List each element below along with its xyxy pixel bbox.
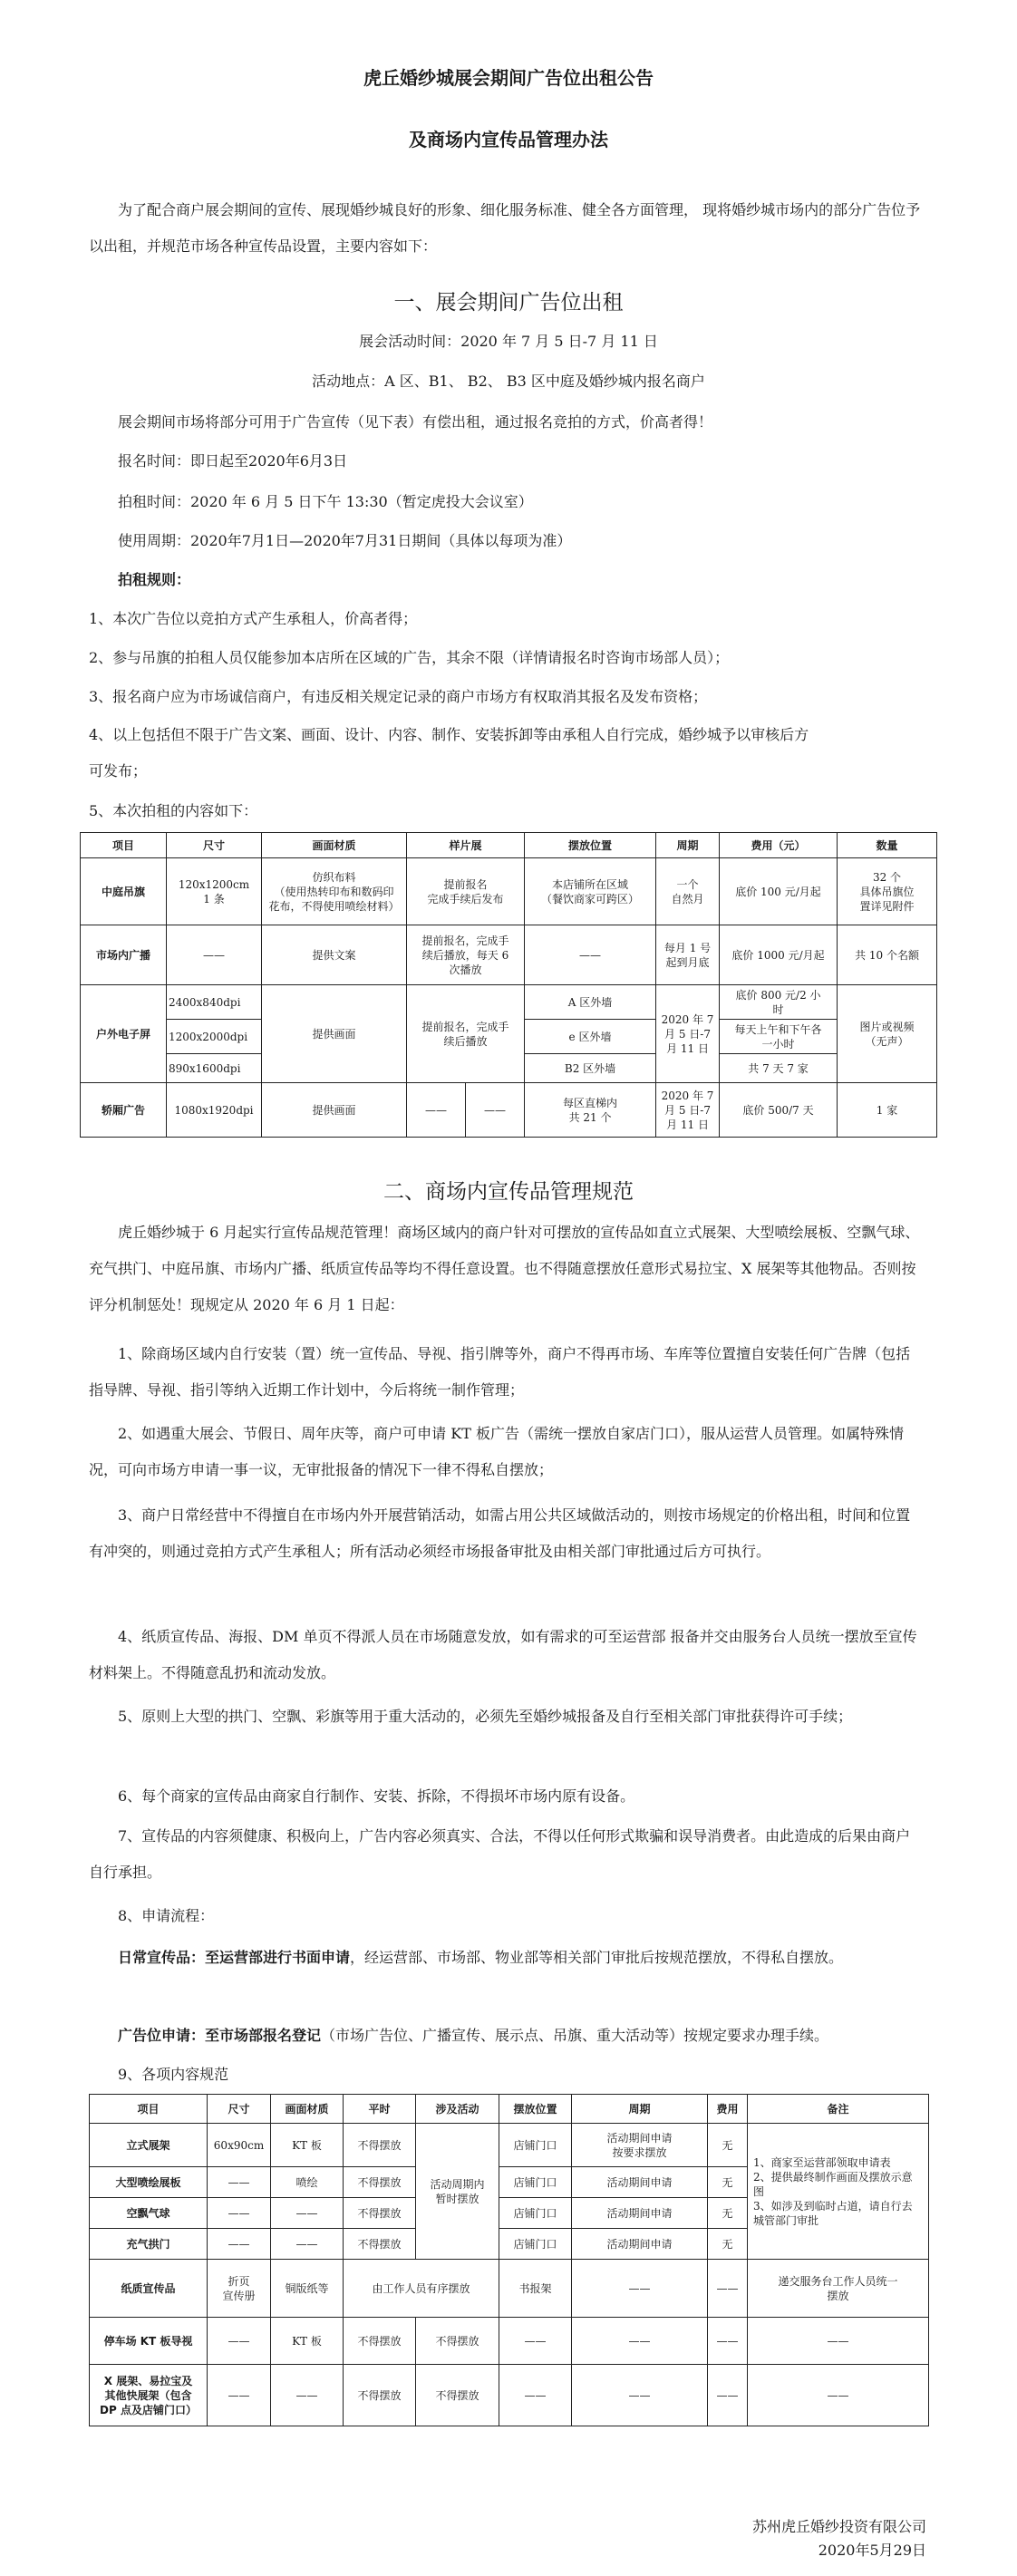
cell: 活动期间申请 — [572, 2229, 708, 2260]
cell: —— — [499, 2365, 572, 2426]
promo-rules-table — [89, 2094, 929, 2426]
cell: 活动周期内 暂时摆放 — [416, 2124, 499, 2260]
cell: 每区直梯内 共 21 个 — [525, 1083, 656, 1138]
table-header-row — [90, 2095, 929, 2124]
cell: —— — [271, 2229, 344, 2260]
cell: 120x1200cm 1 条 — [167, 858, 262, 925]
cell: 提供画面 — [262, 1083, 407, 1138]
cell: 每月 1 号 起到月底 — [656, 925, 720, 985]
intro-paragraph: 为了配合商户展会期间的宣传、展现婚纱城良好的形象、细化服务标准、健全各方面管理， 现将婚纱城市场内的部分广告位予以出租，并规范市场各种宣传品设置，主要内容如下： — [89, 201, 921, 255]
rule-item: 5、本次拍租的内容如下： — [89, 802, 258, 819]
s2-paragraph: 1、除商场区域内自行安装（置）统一宣传品、导视、指引牌等外，商户不得再市场、车库等位置擅自安装任何广告牌（包括指导牌、导视、指引等纳入近期工作计划中，今后将统一制作管理； — [89, 1345, 911, 1399]
cell: 提供画面 — [262, 985, 407, 1083]
cell: 活动期间申请 按要求摆放 — [572, 2124, 708, 2167]
cell: 1 家 — [838, 1083, 937, 1138]
s1-usage-period: 使用周期：2020年7月1日—2020年7月31日期间（具体以每项为准） — [118, 532, 572, 549]
cell: 仿织布料 （使用热转印布和数码印 花布，不得使用喷绘材料） — [262, 858, 407, 925]
cell: 活动期间申请 — [572, 2198, 708, 2229]
cell: 店铺门口 — [499, 2229, 572, 2260]
cell: 2020 年 7 月 5 日-7 月 11 日 — [656, 1083, 720, 1138]
cell: —— — [208, 2365, 271, 2426]
cell: —— — [572, 2260, 708, 2318]
cell: 1200x2000dpi — [167, 1020, 262, 1054]
rule-item: 可发布； — [89, 762, 148, 780]
cell: e 区外墙 — [525, 1020, 656, 1054]
cell: 一个 自然月 — [656, 858, 720, 925]
col-header: 摆放位置 — [499, 2095, 572, 2124]
ad-label: 广告位申请： — [118, 2027, 206, 2044]
cell: 不得摆放 — [416, 2318, 499, 2365]
cell: —— — [208, 2167, 271, 2198]
cell: 无 — [708, 2167, 748, 2198]
cell: —— — [208, 2318, 271, 2365]
cell: 底价 1000 元/月起 — [720, 925, 838, 985]
cell: X 展架、易拉宝及 其他快展架（包含 DP 点及店铺门口） — [90, 2365, 208, 2426]
cell: A 区外墙 — [525, 985, 656, 1020]
cell: 不得摆放 — [344, 2198, 416, 2229]
daily-rest: ，经运营部、市场部、物业部等相关部门审批后按规范摆放，不得私自摆放。 — [350, 1949, 844, 1966]
cell: —— — [499, 2318, 572, 2365]
cell: 铜版纸等 — [271, 2260, 344, 2318]
rule-item: 3、报名商户应为市场诚信商户，有违反相关规定记录的商户市场方有权取消其报名及发布资格； — [89, 688, 708, 705]
col-header: 样片展 — [407, 833, 525, 858]
s2-paragraph: 5、原则上大型的拱门、空飘、彩旗等用于重大活动的，必须先至婚纱城报备及自行至相关部门审批获得许可手续； — [118, 1708, 853, 1725]
cell: 1080x1920dpi — [167, 1083, 262, 1138]
cell: 不得摆放 — [344, 2124, 416, 2167]
cell: —— — [572, 2318, 708, 2365]
cell: —— — [208, 2198, 271, 2229]
cell: 提前报名 完成手续后发布 — [407, 858, 525, 925]
table-row — [81, 985, 937, 1020]
cell: 2400x840dpi — [167, 985, 262, 1020]
col-header: 画面材质 — [271, 2095, 344, 2124]
section1-heading: 一、展会期间广告位出租 — [393, 291, 624, 315]
ad-slot-apply — [89, 2018, 923, 2054]
s2-paragraph: 2、如遇重大展会、节假日、周年庆等，商户可申请 KT 板广告（需统一摆放自家店门口），服从运营人员管理。如属特殊情况，可向市场方申请一事一议，无审批报备的情况下一律不得私自摆放； — [89, 1425, 904, 1478]
cell: 底价 500/7 天 — [720, 1083, 838, 1138]
cell: 折页 宣传册 — [208, 2260, 271, 2318]
cell: —— — [572, 2365, 708, 2426]
cell: —— — [466, 1083, 525, 1138]
item9-title: 9、各项内容规范 — [118, 2066, 229, 2083]
cell: 书报架 — [499, 2260, 572, 2318]
cell: 递交服务台工作人员统一 摆放 — [748, 2260, 929, 2318]
cell: 每天上午和下午各 一小时 — [720, 1020, 838, 1054]
cell: 立式展架 — [90, 2124, 208, 2167]
table-row — [90, 2124, 929, 2167]
cell: —— — [167, 925, 262, 985]
cell: —— — [271, 2198, 344, 2229]
col-header: 画面材质 — [262, 833, 407, 858]
cell: B2 区外墙 — [525, 1054, 656, 1083]
col-header: 备注 — [748, 2095, 929, 2124]
cell: 无 — [708, 2229, 748, 2260]
cell: —— — [525, 925, 656, 985]
col-header: 尺寸 — [167, 833, 262, 858]
cell: 轿厢广告 — [81, 1083, 167, 1138]
cell: 60x90cm — [208, 2124, 271, 2167]
col-header: 摆放位置 — [525, 833, 656, 858]
cell: 提供文案 — [262, 925, 407, 985]
s2-paragraph: 3、商户日常经营中不得擅自在市场内外开展营销活动，如需占用公共区域做活动的，则按市场规定的价格出租，时间和位置有冲突的，则通过竞拍方式产生承租人；所有活动必须经市场报备审批及由相关部门审批通过后方可执行。 — [89, 1506, 911, 1560]
s2-paragraph: 4、纸质宣传品、海报、DM 单页不得派人员在市场随意发放，如有需求的可至运营部 报备并交由服务台人员统一摆放至宣传材料架上。不得随意乱扔和流动发放。 — [89, 1628, 917, 1681]
cell: 活动期间申请 — [572, 2167, 708, 2198]
col-header: 项目 — [81, 833, 167, 858]
col-header: 费用（元） — [720, 833, 838, 858]
cell: 无 — [708, 2198, 748, 2229]
cell: 市场内广播 — [81, 925, 167, 985]
s2-paragraph: 7、宣传品的内容须健康、积极向上，广告内容必须真实、合法，不得以任何形式欺骗和误导消费者。由此造成的后果由商户自行承担。 — [89, 1827, 911, 1881]
cell: 大型喷绘展板 — [90, 2167, 208, 2198]
section2-heading: 二、商场内宣传品管理规范 — [383, 1180, 634, 1204]
s1-paragraph-1: 展会期间市场将部分可用于广告宣传（见下表）有偿出租，通过报名竞拍的方式，价高者得！ — [118, 413, 713, 431]
cell: —— — [708, 2318, 748, 2365]
cell: 中庭吊旗 — [81, 858, 167, 925]
cell: KT 板 — [271, 2318, 344, 2365]
table-row — [90, 2260, 929, 2318]
cell: 店铺门口 — [499, 2198, 572, 2229]
cell: 底价 100 元/月起 — [720, 858, 838, 925]
cell: 不得摆放 — [344, 2365, 416, 2426]
cell: —— — [748, 2318, 929, 2365]
document-title-line2: 及商场内宣传品管理办法 — [409, 129, 608, 150]
col-header: 平时 — [344, 2095, 416, 2124]
col-header: 尺寸 — [208, 2095, 271, 2124]
cell: 32 个 具体吊旗位 置详见附件 — [838, 858, 937, 925]
cell: —— — [271, 2365, 344, 2426]
cell: 店铺门口 — [499, 2167, 572, 2198]
col-header: 涉及活动 — [416, 2095, 499, 2124]
cell: KT 板 — [271, 2124, 344, 2167]
cell: 户外电子屏 — [81, 985, 167, 1083]
rule-item: 4、以上包括但不限于广告文案、画面、设计、内容、制作、安装拆卸等由承租人自行完成，婚纱城予以审核后方 — [89, 726, 809, 743]
col-header: 费用 — [708, 2095, 748, 2124]
document-title-line1: 虎丘婚纱城展会期间广告位出租公告 — [363, 67, 654, 89]
cell: 无 — [708, 2124, 748, 2167]
event-place: 活动地点：A 区、B1、 B2、 B3 区中庭及婚纱城内报名商户 — [312, 373, 705, 390]
cell: 停车场 KT 板导视 — [90, 2318, 208, 2365]
cell: 充气拱门 — [90, 2229, 208, 2260]
cell: 本店铺所在区域 （餐饮商家可跨区） — [525, 858, 656, 925]
cell: 不得摆放 — [344, 2167, 416, 2198]
cell: 1、商家至运营部领取申请表 2、提供最终制作画面及摆放示意图 3、如涉及到临时占道，请自行去城管部门审批 — [748, 2124, 929, 2260]
s1-signup-time: 报名时间：即日起至2020年6月3日 — [118, 452, 348, 470]
signature-company: 苏州虎丘婚纱投资有限公司 — [751, 2518, 926, 2535]
cell: 2020 年 7 月 5 日-7 月 11 日 — [656, 985, 720, 1083]
cell: 底价 800 元/2 小 时 — [720, 985, 838, 1020]
col-header: 周期 — [572, 2095, 708, 2124]
s2-paragraph: 6、每个商家的宣传品由商家自行制作、安装、拆除，不得损坏市场内原有设备。 — [118, 1787, 635, 1805]
cell: 喷绘 — [271, 2167, 344, 2198]
ad-rest: （市场广告位、广播宣传、展示点、吊旗、重大活动等）按规定要求办理手续。 — [321, 2027, 829, 2044]
s1-auction-time: 拍租时间：2020 年 6 月 5 日下午 13:30（暂定虎投大会议室） — [118, 493, 533, 510]
daily-label: 日常宣传品：至运营部进行书面申请 — [118, 1949, 351, 1966]
cell: 共 10 个名额 — [838, 925, 937, 985]
ad-rental-table — [80, 832, 937, 1138]
rules-title: 拍租规则： — [118, 571, 191, 588]
cell: 由工作人员有序摆放 — [344, 2260, 499, 2318]
cell: 店铺门口 — [499, 2124, 572, 2167]
cell: 不得摆放 — [416, 2365, 499, 2426]
cell: 空飘气球 — [90, 2198, 208, 2229]
table-row — [90, 2318, 929, 2365]
table-row — [81, 925, 937, 985]
cell: 纸质宣传品 — [90, 2260, 208, 2318]
cell: —— — [407, 1083, 466, 1138]
s2-paragraph: 虎丘婚纱城于 6 月起实行宣传品规范管理！商场区域内的商户针对可摆放的宣传品如直立式展架、大型喷绘展板、空飘气球、充气拱门、中庭吊旗、市场内广播、纸质宣传品等均不得任意设置。也不得随意摆放任意形式易拉宝、X 展架等其他物品。否则按评分机制惩处！现规定从 2020 年 6 月 1 日起： — [89, 1224, 920, 1313]
cell: 890x1600dpi — [167, 1054, 262, 1083]
table-row — [81, 858, 937, 925]
cell: 共 7 天 7 家 — [720, 1054, 838, 1083]
cell: 提前报名，完成手 续后播放 — [407, 985, 525, 1083]
table-header-row — [81, 833, 937, 858]
cell: —— — [208, 2229, 271, 2260]
event-time: 展会活动时间：2020 年 7 月 5 日-7 月 11 日 — [359, 333, 658, 350]
cell: 提前报名，完成手 续后播放，每天 6 次播放 — [407, 925, 525, 985]
col-header: 项目 — [90, 2095, 208, 2124]
table-row — [90, 2365, 929, 2426]
ad-mid: 至市场部报名登记 — [205, 2027, 322, 2044]
daily-promo-apply — [89, 1940, 923, 1976]
col-header: 数量 — [838, 833, 937, 858]
col-header: 周期 — [656, 833, 720, 858]
signature-date: 2020年5月29日 — [818, 2542, 926, 2559]
cell: —— — [748, 2365, 929, 2426]
cell: —— — [708, 2260, 748, 2318]
rule-item: 1、本次广告位以竞拍方式产生承租人，价高者得； — [89, 610, 418, 627]
table-row — [81, 1083, 937, 1138]
cell: 不得摆放 — [344, 2229, 416, 2260]
cell: 不得摆放 — [344, 2318, 416, 2365]
cell: —— — [708, 2365, 748, 2426]
s2-paragraph: 8、申请流程： — [118, 1907, 215, 1924]
cell: 图片或视频 （无声） — [838, 985, 937, 1083]
rule-item: 2、参与吊旗的拍租人员仅能参加本店所在区域的广告，其余不限（详情请报名时咨询市场部人员）； — [89, 649, 730, 666]
